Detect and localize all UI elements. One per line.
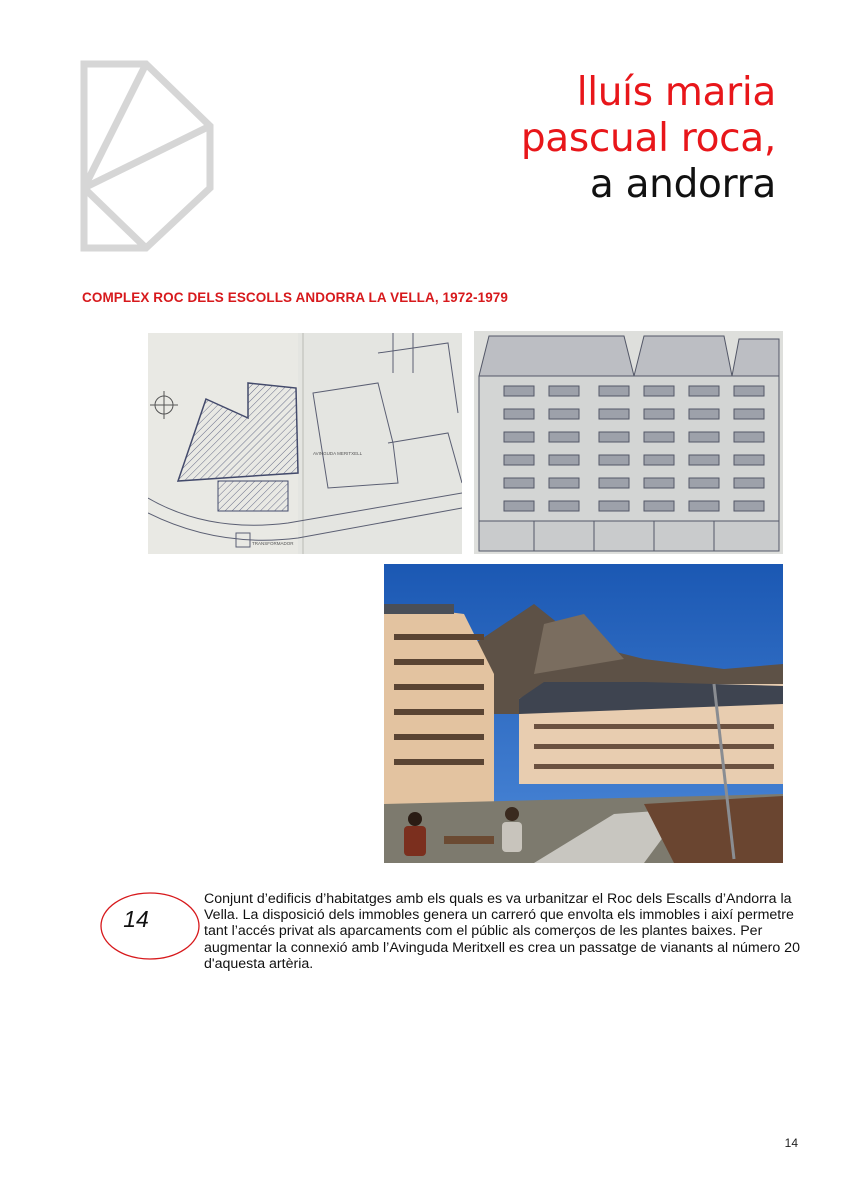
entry-number-badge <box>100 891 202 961</box>
site-plan-drawing-icon <box>148 333 462 554</box>
facade-elevation-drawing-icon <box>474 331 783 554</box>
site-plan-image <box>148 333 462 554</box>
title-line-1: lluís maria <box>576 70 776 115</box>
section-heading: COMPLEX ROC DELS ESCOLLS ANDORRA LA VELLA, 1972-1979 <box>82 290 509 305</box>
title-line-2: pascual roca, <box>520 116 776 161</box>
logo-icon <box>80 58 214 252</box>
site-plan-label-1: AVINGUDA MERITXELL <box>313 451 363 456</box>
title-line-3: a andorra <box>589 162 776 207</box>
page-number: 14 <box>784 1136 798 1150</box>
building-photo <box>384 564 783 863</box>
building-photo-icon <box>384 564 783 863</box>
site-plan-label-2: TRANSFORMADOR <box>252 541 294 546</box>
entry-number: 14 <box>123 906 149 932</box>
elevation-image <box>474 331 783 554</box>
page-title <box>521 70 776 208</box>
entry-description: Conjunt d’edificis d’habitatges amb els quals es va urbanitzar el Roc dels Escalls d’Andorra la Vella. La disposició dels immobles genera un carreró que envolta els immobles i així permetre tant l’accés privat als aparcaments com el públic als comerços de les plantes baixes. Per augmentar la connexió amb l’Avinguda Meritxell es crea un passatge de vianants al número 20 d'aquesta artèria. <box>204 891 800 972</box>
